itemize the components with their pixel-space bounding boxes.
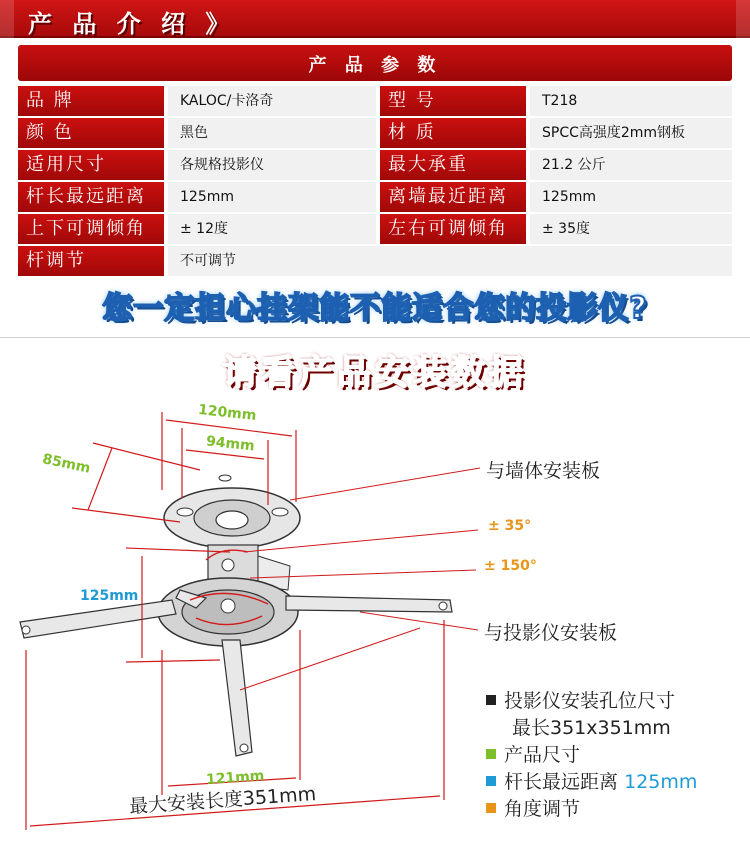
section-title: 产 品 介 绍 》 <box>28 10 236 38</box>
data-title: 请看产品安装数据 <box>223 352 527 393</box>
param-label: 最大承重 <box>380 150 526 180</box>
section-banner <box>0 0 750 38</box>
max-length-label: 最大安装长度351mm <box>128 782 317 819</box>
param-label: 品 牌 <box>18 86 164 116</box>
param-value: 各规格投影仪 <box>168 150 376 180</box>
legend-subtext: 最长351x351mm <box>512 717 671 739</box>
params-table <box>18 86 732 278</box>
arm-bottom <box>222 640 252 756</box>
banner-decoration-right <box>736 0 750 38</box>
table-row <box>18 118 732 149</box>
dim-94: 94mm <box>205 433 256 455</box>
param-value: ± 12度 <box>168 214 376 244</box>
legend-square <box>486 749 496 759</box>
arm-right <box>286 596 452 612</box>
legend-square <box>486 776 496 786</box>
legend-value: 125mm <box>624 771 698 793</box>
param-label: 左右可调倾角 <box>380 214 526 244</box>
legend <box>486 686 746 821</box>
legend-item <box>486 740 746 767</box>
params-title: 产 品 参 数 <box>308 55 442 76</box>
legend-item <box>486 794 746 821</box>
param-value: SPCC高强度2mm钢板 <box>530 118 732 148</box>
question-banner <box>28 282 722 328</box>
param-value: 125mm <box>530 182 732 212</box>
legend-item <box>486 686 746 713</box>
param-label: 适用尺寸 <box>18 150 164 180</box>
param-label: 材 质 <box>380 118 526 148</box>
dim-85: 85mm <box>40 451 92 477</box>
legend-text: 角度调节 <box>504 798 581 820</box>
wall-plate-label: 与墙体安装板 <box>486 460 601 482</box>
legend-text: 产品尺寸 <box>504 744 581 766</box>
angle-150: ± 150° <box>484 558 537 574</box>
banner-decoration-left <box>0 0 14 38</box>
table-row <box>18 86 732 117</box>
param-label: 颜 色 <box>18 118 164 148</box>
legend-item <box>486 767 746 794</box>
dim-125: 125mm <box>80 588 139 604</box>
param-label: 离墙最近距离 <box>380 182 526 212</box>
divider <box>0 337 750 338</box>
param-value: 21.2 公斤 <box>530 150 732 180</box>
dim-120: 120mm <box>197 401 258 425</box>
data-title-banner <box>170 345 580 393</box>
legend-square <box>486 803 496 813</box>
table-row <box>18 246 732 277</box>
arm-left <box>20 600 176 638</box>
table-row <box>18 182 732 213</box>
projector-plate-drawing <box>158 578 298 646</box>
legend-text: 投影仪安装孔位尺寸 <box>504 690 676 712</box>
param-label: 型 号 <box>380 86 526 116</box>
legend-square <box>486 695 496 705</box>
table-row <box>18 214 732 245</box>
projector-plate-label: 与投影仪安装板 <box>484 622 618 644</box>
param-value: 不可调节 <box>168 246 732 276</box>
angle-35: ± 35° <box>488 518 532 534</box>
legend-text-group <box>504 767 697 794</box>
param-value: T218 <box>530 86 732 116</box>
param-value: KALOC/卡洛奇 <box>168 86 376 116</box>
param-value: 黑色 <box>168 118 376 148</box>
question-text: 您一定担心挂架能不能适合您的投影仪? <box>102 291 648 326</box>
params-header <box>18 45 732 81</box>
legend-item <box>486 713 746 740</box>
param-value: ± 35度 <box>530 214 732 244</box>
param-label: 上下可调倾角 <box>18 214 164 244</box>
param-label: 杆长最远距离 <box>18 182 164 212</box>
legend-text: 杆长最远距离 <box>504 771 619 793</box>
param-label: 杆调节 <box>18 246 164 276</box>
dim-121: 121mm <box>205 767 265 789</box>
wall-plate-drawing <box>164 475 300 548</box>
param-value: 125mm <box>168 182 376 212</box>
table-row <box>18 150 732 181</box>
